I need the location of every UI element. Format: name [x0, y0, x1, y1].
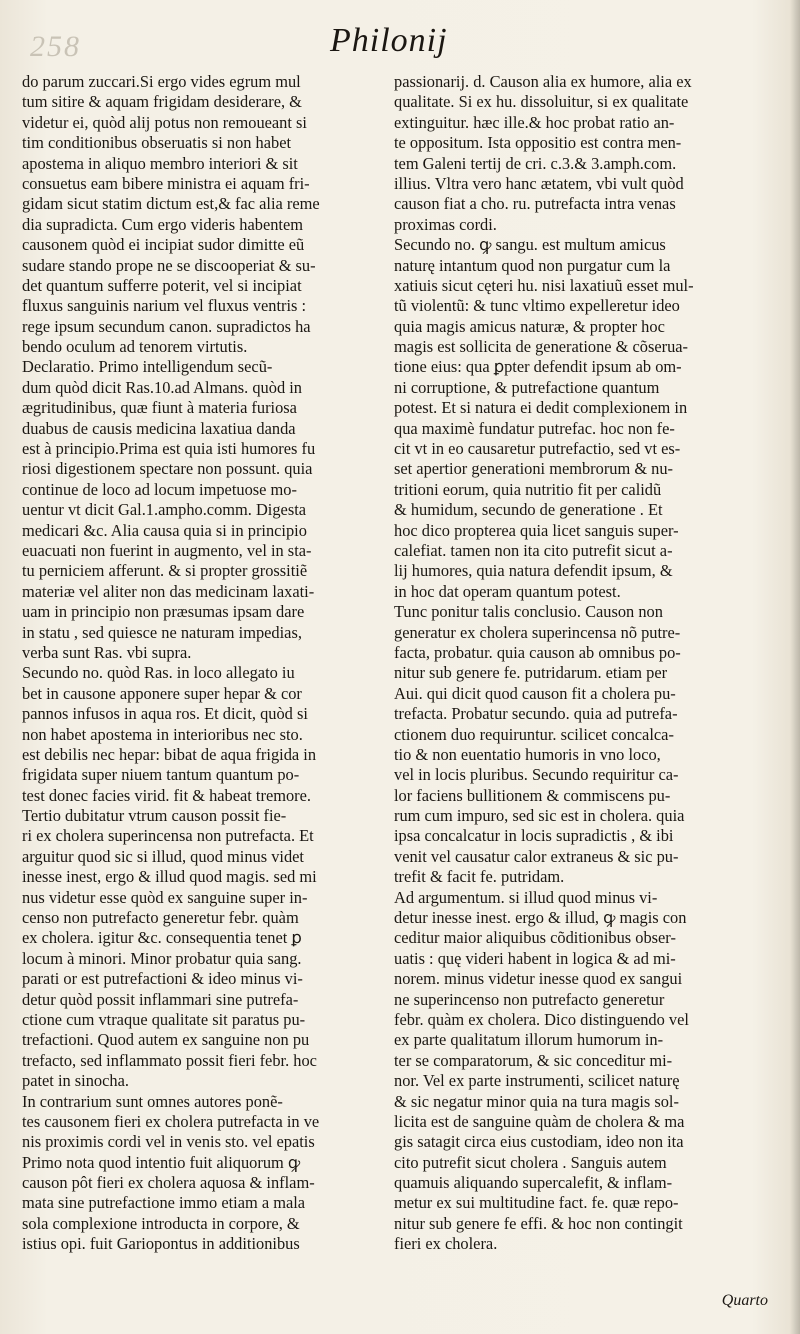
text-line: istius opi. fuit Gariopontus in additionibus [22, 1234, 300, 1254]
text-line: mata sine putrefactione immo etiam a mala [22, 1193, 306, 1213]
text-line: tu perniciem afferunt. & si propter grossitiẽ [22, 561, 308, 581]
text-line: ri ex cholera superincensa non putrefacta. Et [22, 826, 314, 846]
text-line: febr. quàm ex cholera. Dico distinguendo vel [394, 1009, 689, 1029]
text-line: nis proximis cordi vel in venis sto. vel epatis [22, 1132, 315, 1152]
text-line: tritioni eorum, quia nutritio fit per calidũ [394, 479, 662, 499]
running-head: Philonij [330, 22, 448, 59]
text-line: te oppositum. Ista oppositio est contra men- [394, 133, 682, 153]
text-line: gis satagit circa eius custodiam, ideo non ita [394, 1132, 684, 1152]
text-line: pannos infusos in aqua ros. Et dicit, quòd si [22, 704, 308, 724]
text-line: fluxus sanguinis narium vel fluxus ventris : [22, 296, 307, 316]
text-line: naturę intantum quod non purgatur cum la [394, 255, 671, 275]
text-line: dum quòd dicit Ras.10.ad Almans. quòd in [22, 377, 302, 397]
text-line: calefiat. tamen non ita cito putrefit sicut a- [394, 540, 673, 560]
text-line: tes causonem fieri ex cholera putrefacta in ve [22, 1111, 320, 1131]
text-line: duabus de causis medicina laxatiua danda [22, 418, 296, 438]
text-line: Tertio dubitatur vtrum causon possit fie- [22, 806, 287, 826]
text-line: apostema in aliquo membro interiori & sit [22, 153, 298, 173]
text-line: uam in principio non præsumas ipsam dare [22, 602, 305, 622]
text-line: frigidata super niuem tantum quantum po- [22, 765, 300, 785]
text-line: patet in sinocha. [22, 1071, 129, 1091]
text-line: cito putrefit sicut cholera . Sanguis autem [394, 1152, 667, 1172]
text-line: trefacta. Probatur secundo. quia ad putrefa- [394, 704, 678, 724]
text-line: set apertior generationi membrorum & nu- [394, 459, 674, 479]
text-line: Declaratio. Primo intelligendum secũ- [22, 357, 273, 377]
text-line: illius. Vltra vero hanc ætatem, vbi vult quòd [394, 173, 684, 193]
text-line: uentur vt dicit Gal.1.ampho.comm. Digesta [22, 500, 307, 520]
text-line: Ad argumentum. si illud quod minus vi- [394, 887, 658, 907]
text-line: videtur ei, quòd alij potus non remoueant si [22, 112, 307, 132]
page-edge-shadow [790, 0, 800, 1334]
text-line: ex parte qualitatum illorum humorum in- [394, 1030, 664, 1050]
text-line: quia magis amicus naturæ, & propter hoc [394, 316, 665, 336]
text-line: test donec facies virid. fit & habeat tremore. [22, 785, 311, 805]
text-line: do parum zuccari.Si ergo vides egrum mul [22, 72, 301, 91]
text-line: Primo nota quod intentio fuit aliquorum ꝙ [22, 1152, 301, 1172]
text-line: bet in causone apponere super hepar & cor [22, 683, 302, 703]
text-line: sola complexione introducta in corpore, & [22, 1213, 300, 1233]
text-line: metur ex sui multitudine fact. fe. quæ repo- [394, 1193, 679, 1213]
text-line: ctione cum vtraque qualitate sit paratus pu- [22, 1009, 306, 1029]
text-line: & humidum, secundo de generatione . Et [394, 500, 663, 520]
text-line: qua maximè fundatur putrefac. hoc non fe- [394, 418, 675, 438]
text-line: generatur ex cholera superincensa nõ putre- [394, 622, 681, 642]
text-line: locum à minori. Minor probatur quia sang. [22, 948, 302, 968]
text-line: est à principio.Prima est quia isti humores fu [22, 439, 316, 459]
text-line: detur inesse inest. ergo & illud, ꝙ magis con [394, 908, 687, 928]
text-line: tim conditionibus obseruatis si non habet [22, 133, 292, 153]
text-line: extinguitur. hæc ille.& hoc probat ratio an- [394, 112, 675, 132]
text-line: tum sitire & aquam frigidam desiderare, & [22, 92, 302, 112]
text-line: vel in locis pluribus. Secundo requiritur ca- [394, 765, 679, 785]
text-line: norem. minus videtur inesse quod ex sangui [394, 969, 683, 989]
text-line: ni corruptione, & putrefactione quantum [394, 377, 660, 397]
text-line: passionarij. d. Causon alia ex humore, alia ex [394, 72, 692, 91]
text-line: causonem quòd ei incipiat sudor dimitte eũ [22, 235, 305, 255]
text-line: uatis : quę videri habent in logica & ad mi- [394, 948, 676, 968]
text-line: det quantum sufferre poterit, vel si incipiat [22, 275, 302, 295]
text-line: Aui. qui dicit quod causon fit a cholera pu- [394, 683, 676, 703]
text-line: rege ipsum secundum canon. supradictos ha [22, 316, 311, 336]
page-number: 258 [30, 30, 81, 63]
text-line: nus videtur esse quòd ex sanguine super in- [22, 887, 308, 907]
text-line: tio & non euentatio humoris in vno loco, [394, 744, 661, 764]
text-line: bendo oculum ad tenorem virtutis. [22, 337, 248, 357]
text-line: Secundo no. quòd Ras. in loco allegato iu [22, 663, 295, 683]
text-line: sudare stando prope ne se discooperiat & su- [22, 255, 316, 275]
text-line: detur quòd possit inflammari sine putrefa- [22, 989, 299, 1009]
text-line: ex cholera. igitur &c. consequentia tenet ꝑ [22, 928, 302, 948]
text-line: riosi digestionem spectare non possunt. quia [22, 459, 313, 479]
text-line: arguitur quod sic si illud, quod minus videt [22, 846, 304, 866]
text-line: ceditur maior aliquibus cõditionibus obser- [394, 928, 676, 948]
left-column [22, 72, 382, 1255]
text-line: nor. Vel ex parte instrumenti, scilicet naturę [394, 1071, 680, 1091]
text-line: ægritudinibus, quæ fiunt à materia furiosa [22, 398, 297, 418]
text-line: quamuis aliquando supercalefit, & inflam- [394, 1173, 673, 1193]
text-line: continue de loco ad locum impetuose mo- [22, 479, 297, 499]
text-line: gidam sicut statim dictum est,& fac alia reme [22, 194, 320, 214]
text-line: Tunc ponitur talis conclusio. Causon non [394, 602, 663, 622]
text-line: nitur sub genere fe. putridarum. etiam per [394, 663, 668, 683]
catchword: Quarto [721, 1292, 768, 1309]
text-line: Secundo no. ꝙ sangu. est multum amicus [394, 235, 666, 255]
text-line: cit vt in eo causaretur putrefactio, sed vt es- [394, 439, 681, 459]
text-line: nitur sub genere fe effi. & hoc non contingit [394, 1213, 683, 1233]
text-line: qualitate. Si ex hu. dissoluitur, si ex qualitate [394, 92, 689, 112]
text-line: rum cum impuro, sed sic est in cholera. quia [394, 806, 685, 826]
text-line: fieri ex cholera. [394, 1234, 498, 1254]
text-line: in statu , sed quiesce ne naturam impedias, [22, 622, 302, 642]
text-line: inesse inest, ergo & illud quod magis. sed mi [22, 867, 317, 887]
text-line: ter se comparatorum, & sic conceditur mi- [394, 1050, 673, 1070]
text-line: potest. Et si natura ei dedit complexionem in [394, 398, 688, 418]
text-line: venit vel causatur calor extraneus & sic pu- [394, 846, 679, 866]
text-line: est debilis nec hepar: bibat de aqua frigida in [22, 744, 317, 764]
text-line: trefactioni. Quod autem ex sanguine non pu [22, 1030, 310, 1050]
text-line: In contrarium sunt omnes autores ponẽ- [22, 1091, 283, 1111]
text-line: in hoc dat operam quantum potest. [394, 581, 621, 601]
text-line: lij humores, quia natura defendit ipsum, & [394, 561, 673, 581]
text-line: causon pôt fieri ex cholera aquosa & inflam- [22, 1173, 315, 1193]
text-line: censo non putrefacto generetur febr. quàm [22, 908, 299, 928]
text-line: non habet apostema in interioribus nec sto. [22, 724, 303, 744]
text-line: facta, probatur. quia causon ab omnibus po- [394, 642, 681, 662]
text-line: euacuati non fuerint in augmento, vel in sta- [22, 540, 312, 560]
text-line: hoc dico propterea quia licet sanguis super- [394, 520, 679, 540]
text-line: licita est de sanguine quàm de cholera & ma [394, 1111, 685, 1131]
text-line: consuetus eam bibere ministra ei aquam fri- [22, 173, 310, 193]
right-column [394, 72, 776, 1255]
text-line: verba sunt Ras. vbi supra. [22, 642, 192, 662]
text-line: lor faciens bullitionem & commiscens pu- [394, 785, 671, 805]
text-line: parati or est putrefactioni & ideo minus vi- [22, 969, 303, 989]
text-line: magis est sollicita de generatione & cõserua- [394, 337, 689, 357]
text-line: ctionem duo requiruntur. scilicet concalca- [394, 724, 674, 744]
text-line: proximas cordi. [394, 214, 497, 234]
text-line: tione eius: qua ꝑpter defendit ipsum ab om- [394, 357, 682, 377]
text-line: ipsa concalcatur in locis supradictis , & ibi [394, 826, 674, 846]
text-line: materiæ vel aliter non das medicinam laxati- [22, 581, 315, 601]
text-line: dia supradicta. Cum ergo videris habentem [22, 214, 303, 234]
text-line: causon fiat a cho. ru. putrefacta intra venas [394, 194, 676, 214]
text-line: ne superincenso non putrefacto generetur [394, 989, 665, 1009]
text-line: xatiuis sicut cęteri hu. nisi laxatiuũ esset mul- [394, 275, 694, 295]
text-line: medicari &c. Alia causa quia si in principio [22, 520, 307, 540]
text-line: tem Galeni tertij de cri. c.3.& 3.amph.com. [394, 153, 677, 173]
text-line: & sic negatur minor quia na tura magis sol- [394, 1091, 679, 1111]
text-line: tũ violentũ: & tunc vltimo expelleretur ideo [394, 296, 680, 316]
text-line: trefit & facit fe. putridam. [394, 867, 565, 887]
text-line: trefacto, sed inflammato possit fieri febr. hoc [22, 1050, 317, 1070]
